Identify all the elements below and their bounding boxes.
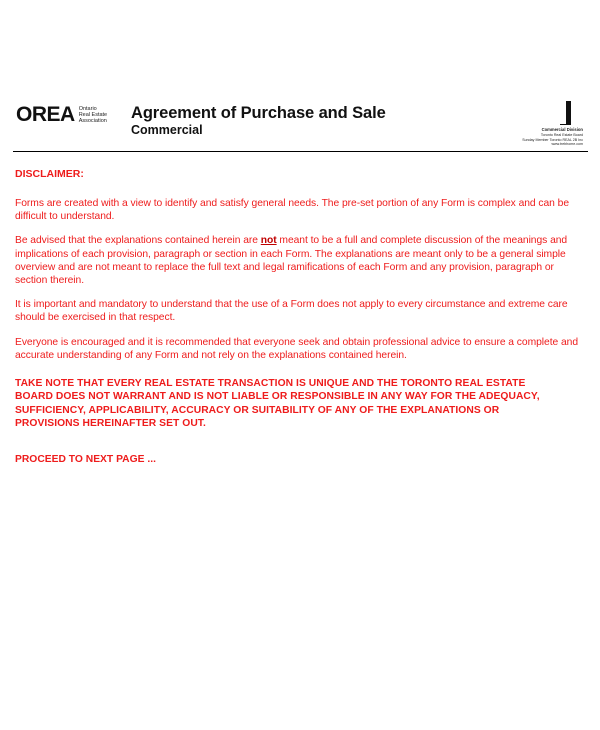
orea-logo-subtitle [79,106,107,124]
disclaimer-paragraph-3: It is important and mandatory to understand that the use of a Form does not apply to every circumstance and extreme care should be exercised in that respect. [15,299,568,324]
disclaimer-section [15,163,585,466]
orea-logo [16,104,107,125]
disclaimer-paragraph-1: Forms are created with a view to identify and satisfy general needs. The pre-set portion of any Form is complex and can be difficult to understand. [15,198,570,223]
para2-before: Be advised that the explanations contained herein are [15,235,261,247]
logo-subtitle-line-3: Association [78,117,107,124]
corner-info-text [522,128,583,147]
header-divider [13,151,588,152]
para2-after: meant to be a full and complete discussion of the meanings and implications of each provision, paragraph or section in each Form. The explanations are meant only to be a general simple overview and are not meant to replace the full text and legal ramifications of each Form and any provision, paragraph or section therein. [15,235,568,287]
corner-line-1: Commercial Division [541,127,583,132]
para2-emphasis: not [260,235,277,247]
disclaimer-heading: DISCLAIMER: [15,168,84,180]
orea-logo-mark [16,104,75,125]
proceed-next-page: PROCEED TO NEXT PAGE ... [15,453,156,465]
corner-line-4: www.trebhome.com [551,142,583,147]
logo-subtitle-line-1: Ontario [78,105,97,112]
corner-logo-icon [560,101,574,125]
orea-logo-text: OREA [16,103,75,126]
take-note-notice: TAKE NOTE THAT EVERY REAL ESTATE TRANSACTION IS UNIQUE AND THE TORONTO REAL ESTATE BOARD DOES NOT WARRANT AND IS NOT LIABLE OR RESPONSIBLE IN ANY WAY FOR THE ADEQUACY, SUFFICIENCY, APPLICABILITY, ACCURACY OR SUITABILITY OF ANY OF THE EXPLANATIONS OR PROVISIONS HEREINAFTER SET OUT. [15,378,540,430]
logo-subtitle-line-2: Real Estate [78,111,108,118]
disclaimer-paragraph-4: Everyone is encouraged and it is recommended that everyone seek and obtain professional advice to ensure a complete and accurate understanding of any Form and not rely on the explanations contained herein. [15,336,579,361]
corner-line-2: Toronto Real Estate Board [540,132,583,137]
corner-line-3: Sunday Member Toronto REAL 2B Inc [522,137,583,142]
document-subtitle: Commercial [131,123,203,137]
disclaimer-paragraph-2 [15,234,585,287]
document-title: Agreement of Purchase and Sale [131,104,386,122]
